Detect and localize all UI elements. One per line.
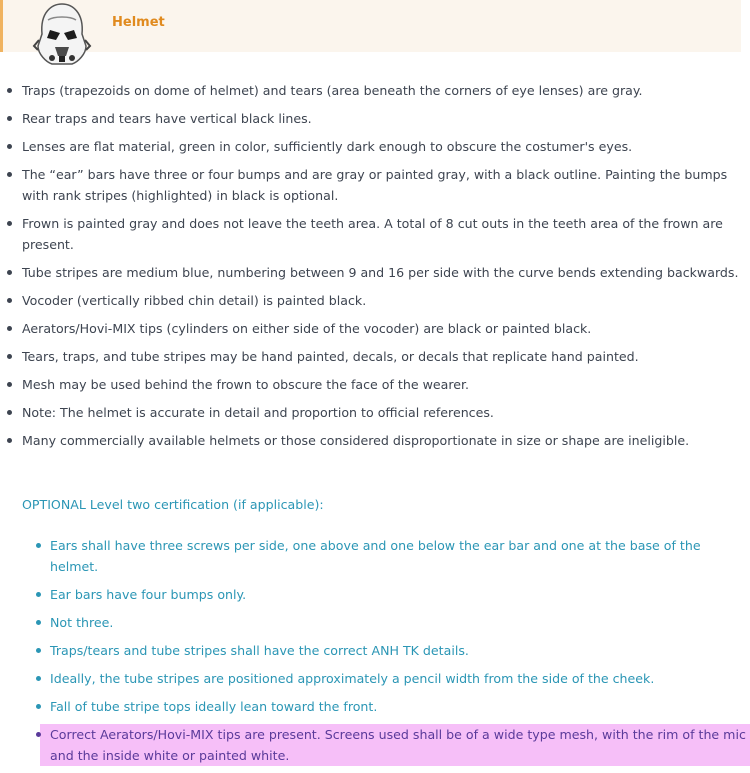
list-item: Ears shall have three screws per side, one above and one below the ear bar and one at the base of the helmet. [40, 535, 750, 577]
bullet-icon [7, 354, 12, 359]
bullet-icon [7, 326, 12, 331]
bullet-icon [36, 592, 41, 597]
bullet-icon [7, 438, 12, 443]
requirements-list [0, 80, 745, 458]
bullet-icon [36, 543, 41, 548]
list-item: Tears, traps, and tube stripes may be hand painted, decals, or decals that replicate hand painted. [0, 346, 745, 367]
optional-heading: OPTIONAL Level two certification (if applicable): [22, 497, 324, 512]
list-item: Lenses are flat material, green in color, sufficiently dark enough to obscure the costumer's eyes. [0, 136, 745, 157]
bullet-icon [7, 144, 12, 149]
list-item: Ideally, the tube stripes are positioned approximately a pencil width from the side of the cheek. [40, 668, 750, 689]
list-item: Fall of tube stripe tops ideally lean toward the front. [40, 696, 750, 717]
bullet-icon [7, 382, 12, 387]
bullet-icon [36, 676, 41, 681]
list-item: Mesh may be used behind the frown to obscure the face of the wearer. [0, 374, 745, 395]
list-item: Vocoder (vertically ribbed chin detail) is painted black. [0, 290, 745, 311]
list-item: Traps (trapezoids on dome of helmet) and tears (area beneath the corners of eye lenses) are gray. [0, 80, 745, 101]
list-item: Frown is painted gray and does not leave the teeth area. A total of 8 cut outs in the teeth area of the frown are present. [0, 213, 745, 255]
section-title: Helmet [112, 15, 165, 30]
highlighted-list-item: Correct Aerators/Hovi-MIX tips are present. Screens used shall be of a wide type mesh, with the rim of the mic and the inside white or painted white. [40, 724, 750, 766]
list-item: Rear traps and tears have vertical black lines. [0, 108, 745, 129]
list-item: The “ear” bars have three or four bumps and are gray or painted gray, with a black outline. Painting the bumps with rank stripes (highlighted) in black is optional. [0, 164, 745, 206]
bullet-icon [36, 704, 41, 709]
bullet-icon [7, 88, 12, 93]
bullet-icon [7, 410, 12, 415]
bullet-icon [36, 620, 41, 625]
bullet-icon [7, 270, 12, 275]
list-item: Not three. [40, 612, 750, 633]
list-item: Note: The helmet is accurate in detail and proportion to official references. [0, 402, 745, 423]
list-item: Many commercially available helmets or those considered disproportionate in size or shape are ineligible. [0, 430, 745, 451]
stormtrooper-helmet-icon [22, 0, 102, 70]
optional-list [40, 535, 750, 773]
bullet-icon [36, 648, 41, 653]
list-item: Aerators/Hovi-MIX tips (cylinders on either side of the vocoder) are black or painted black. [0, 318, 745, 339]
bullet-icon [7, 298, 12, 303]
list-item: Traps/tears and tube stripes shall have the correct ANH TK details. [40, 640, 750, 661]
bullet-icon [7, 221, 12, 226]
bullet-icon [36, 732, 41, 737]
list-item: Tube stripes are medium blue, numbering between 9 and 16 per side with the curve bends extending backwards. [0, 262, 745, 283]
list-item: Ear bars have four bumps only. [40, 584, 750, 605]
bullet-icon [7, 116, 12, 121]
bullet-icon [7, 172, 12, 177]
